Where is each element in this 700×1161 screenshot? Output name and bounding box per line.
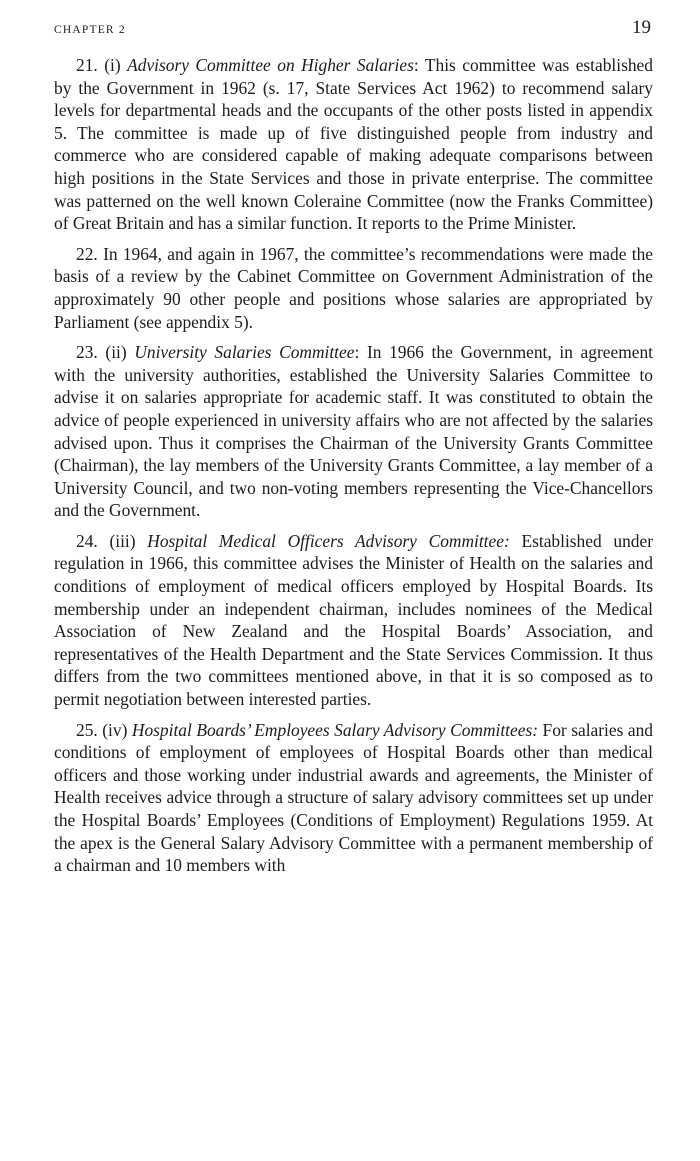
paragraph-23 [54, 341, 653, 522]
paragraph-25 [54, 719, 653, 877]
chapter-label: CHAPTER 2 [54, 24, 126, 36]
paragraph-number: 24. (iii) [76, 530, 136, 551]
paragraph-text: This committee was established by the Government in 1962 (s. 17, State Services Act 1962) to recommend salary levels for departmental heads and the occupants of the other posts listed in appendix 5. The committee is made up of five distinguished people from industry and commerce who are considered capable of making adequate comparisons between high positions in the State Services and those in private enterprise. The committee was patterned on the well known Coleraine Committee (now the Franks Committee) of Great Britain and has a similar function. It reports to the Prime Minister. [54, 55, 653, 234]
paragraph-number: 23. (ii) [76, 342, 127, 363]
paragraph-text: Established under regulation in 1966, this committee advises the Minister of Health on the salaries and conditions of employment of medical officers employed by Hospital Boards. Its membership under an independent chairman, includes nominees of the Medical Association of New Zealand and the Hospital Boards’ Association, and representatives of the Health Department and the State Services Commission. It thus differs from the two committees mentioned above, in that it is so composed as to permit negotiation between interested parties. [54, 530, 653, 710]
running-header [54, 14, 653, 54]
heading-separator: : [354, 342, 360, 363]
paragraph-21 [54, 54, 653, 235]
paragraph-number: 22. [76, 243, 98, 264]
paragraph-heading: Hospital Boards’ Employees Salary Advisory Committees: [131, 719, 539, 740]
paragraph-heading: Hospital Medical Officers Advisory Committee: [147, 530, 510, 551]
page-number: 19 [632, 17, 651, 38]
document-page [54, 14, 653, 885]
paragraph-22 [54, 243, 653, 333]
paragraph-text: In 1964, and again in 1967, the committee’s recommendations were made the basis of a review by the Cabinet Committee on Government Administration of the approximately 90 other people and positions whose salaries are appropriated by Parliament (see appendix 5). [54, 243, 653, 332]
paragraph-number: 21. (i) [76, 55, 121, 75]
paragraph-text: In 1966 the Government, in agreement with the university authorities, established the University Salaries Committee to advise it on salaries appropriate for academic staff. It was constituted to obtain the advice of people experienced in university affairs who are not affected by the salaries advised upon. Thus it comprises the Chairman of the University Grants Committee (Chairman), the lay members of the University Grants Committee, a lay member of a University Council, and two non-voting members representing the Vice-Chancellors and the Government. [54, 342, 653, 521]
paragraph-number: 25. (iv) [76, 719, 128, 740]
paragraph-24 [54, 530, 653, 711]
heading-separator: : [413, 55, 419, 75]
paragraph-heading: University Salaries Committee [134, 342, 355, 363]
paragraph-text: For salaries and conditions of employment of employees of Hospital Boards other than medical officers and those working under industrial awards and agreements, the Minister of Health receives advice through a structure of salary advisory committees set up under the Hospital Boards’ Employees (Conditions of Employment) Regulations 1959. At the apex is the General Salary Advisory Committee with a permanent membership of a chairman and 10 members with [54, 719, 653, 876]
paragraph-heading: Advisory Committee on Higher Salaries [127, 55, 414, 75]
